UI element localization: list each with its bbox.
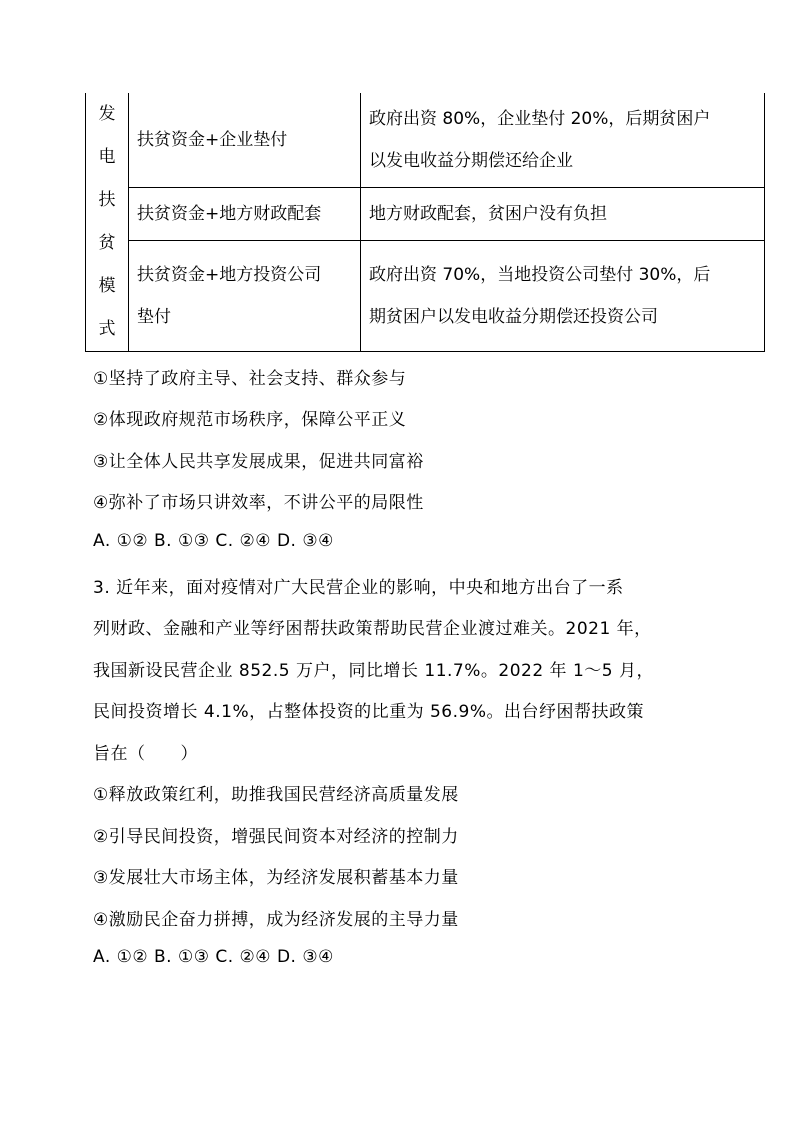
- description-cell: [361, 241, 765, 352]
- row-header-cell: [86, 93, 129, 352]
- row-header-vertical-text: [86, 93, 128, 351]
- table-row: [86, 188, 765, 241]
- q3-option-2: ②引导民间投资，增强民间资本对经济的控制力: [93, 827, 459, 847]
- q2-option-1: ①坚持了政府主导、社会支持、群众参与: [93, 369, 407, 389]
- mode-cell: [129, 241, 361, 352]
- row-header-char: 贫: [98, 233, 116, 253]
- q2-option-3: ③让全体人民共享发展成果，促进共同富裕: [93, 452, 424, 472]
- row-header-char: 式: [98, 319, 116, 339]
- description-line: 地方财政配套，贫困户没有负担: [369, 204, 607, 224]
- q3-stem-line: 旨在（ ）: [93, 744, 198, 764]
- row-header-char: 发: [98, 104, 116, 124]
- q2-option-2: ②体现政府规范市场秩序，保障公平正义: [93, 410, 407, 430]
- table-row: [86, 241, 765, 352]
- mode-text: 扶贫资金+地方投资公司: [137, 265, 322, 285]
- q3-option-1: ①释放政策红利，助推我国民营经济高质量发展: [93, 785, 459, 805]
- table-row: [86, 93, 765, 188]
- q2-answer-choices: A. ①② B. ①③ C. ②④ D. ③④: [93, 531, 334, 551]
- row-header-char: 模: [98, 276, 116, 296]
- q3-stem-line: 列财政、金融和产业等纾困帮扶政策帮助民营企业渡过难关。2021 年，: [93, 619, 652, 639]
- mode-cell: [129, 93, 361, 188]
- poverty-model-table: [85, 93, 765, 352]
- mode-text: 扶贫资金+企业垫付: [137, 130, 288, 150]
- mode-cell: [129, 188, 361, 241]
- q3-answer-choices: A. ①② B. ①③ C. ②④ D. ③④: [93, 947, 334, 967]
- q3-stem-line: 我国新设民营企业 852.5 万户，同比增长 11.7%。2022 年 1～5 月，: [93, 661, 654, 681]
- mode-text: 扶贫资金+地方财政配套: [137, 204, 322, 224]
- mode-text: 垫付: [137, 307, 171, 327]
- q3-option-4: ④激励民企奋力拼搏，成为经济发展的主导力量: [93, 910, 459, 930]
- row-header-char: 扶: [98, 190, 116, 210]
- q3-stem-line: 民间投资增长 4.1%，占整体投资的比重为 56.9%。出台纾困帮扶政策: [93, 702, 645, 722]
- description-line: 期贫困户以发电收益分期偿还投资公司: [369, 307, 658, 327]
- description-cell: [361, 93, 765, 188]
- description-line: 以发电收益分期偿还给企业: [369, 151, 573, 171]
- description-line: 政府出资 80%，企业垫付 20%，后期贫困户: [369, 109, 711, 129]
- q3-option-3: ③发展壮大市场主体，为经济发展积蓄基本力量: [93, 868, 459, 888]
- row-header-char: 电: [98, 147, 116, 167]
- description-line: 政府出资 70%，当地投资公司垫付 30%，后: [369, 265, 711, 285]
- q3-stem-line: 3. 近年来，面对疫情对广大民营企业的影响，中央和地方出台了一系: [93, 578, 624, 598]
- q2-option-4: ④弥补了市场只讲效率，不讲公平的局限性: [93, 493, 424, 513]
- description-cell: [361, 188, 765, 241]
